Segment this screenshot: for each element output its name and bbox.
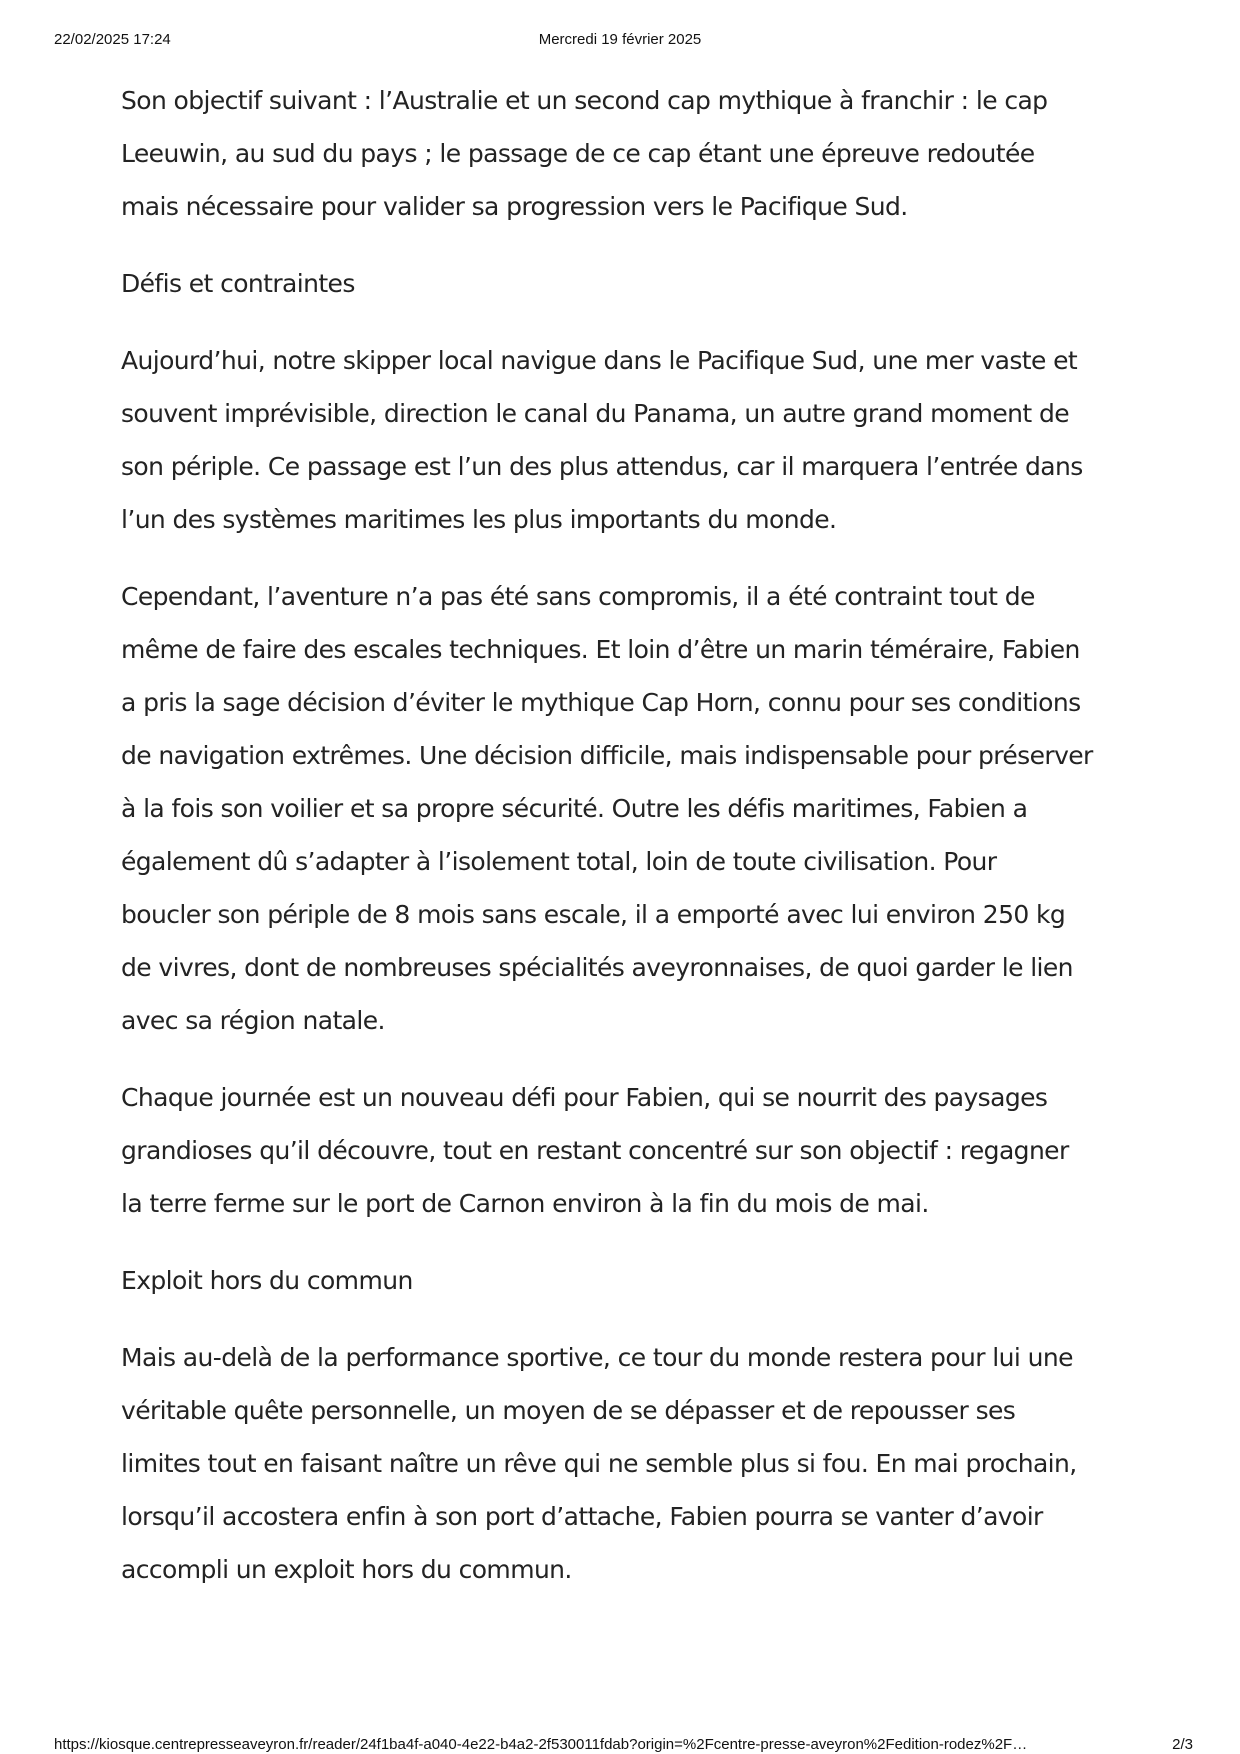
page-number: 2/3 <box>1172 1736 1193 1753</box>
print-footer <box>0 1736 1240 1754</box>
print-header <box>0 31 1240 51</box>
print-date-time: 22/02/2025 17:24 <box>54 31 171 48</box>
article-paragraph: Chaque journée est un nouveau défi pour Fabien, qui se nourrit des paysages grandioses qu’il découvre, tout en restant concentré sur son objectif : regagner la terre ferme sur le port de Carnon environ à la fin du mois de mai. <box>121 1083 1069 1218</box>
article-paragraph: Mais au-delà de la performance sportive, ce tour du monde restera pour lui une véritable quête personnelle, un moyen de se dépasser et de repousser ses limites tout en faisant naître un rêve qui ne semble plus si fou. En mai prochain, lorsqu’il accostera enfin à son port d’attache, Fabien pourra se vanter d’avoir accompli un exploit hors du commun. <box>121 1343 1077 1584</box>
article-body <box>121 74 1131 1620</box>
article-paragraph: Cependant, l’aventure n’a pas été sans compromis, il a été contraint tout de même de faire des escales techniques. Et loin d’être un marin téméraire, Fabien a pris la sage décision d’éviter le mythique Cap Horn, connu pour ses conditions de navigation extrêmes. Une décision difficile, mais indispensable pour préserver à la fois son voilier et sa propre sécurité. Outre les défis maritimes, Fabien a également dû s’adapter à l’isolement total, loin de toute civilisation. Pour boucler son périple de 8 mois sans escale, il a emporté avec lui environ 250 kg de vivres, dont de nombreuses spécialités aveyronnaises, de quoi garder le lien avec sa région natale. <box>121 582 1093 1035</box>
section-heading: Défis et contraintes <box>121 269 355 298</box>
source-url: https://kiosque.centrepresseaveyron.fr/reader/24f1ba4f-a040-4e22-b4a2-2f530011fdab?origin=%2Fcentre-presse-aveyron%2Fedition-rodez%2F… <box>54 1736 1028 1753</box>
article-paragraph: Aujourd’hui, notre skipper local navigue dans le Pacifique Sud, une mer vaste et souvent imprévisible, direction le canal du Panama, un autre grand moment de son périple. Ce passage est l’un des plus attendus, car il marquera l’entrée dans l’un des systèmes maritimes les plus importants du monde. <box>121 346 1083 534</box>
section-heading: Exploit hors du commun <box>121 1266 413 1295</box>
print-page-title: Mercredi 19 février 2025 <box>538 31 702 48</box>
article-paragraph: Son objectif suivant : l’Australie et un second cap mythique à franchir : le cap Leeuwin, au sud du pays ; le passage de ce cap étant une épreuve redoutée mais nécessaire pour valider sa progression vers le Pacifique Sud. <box>121 86 1048 221</box>
